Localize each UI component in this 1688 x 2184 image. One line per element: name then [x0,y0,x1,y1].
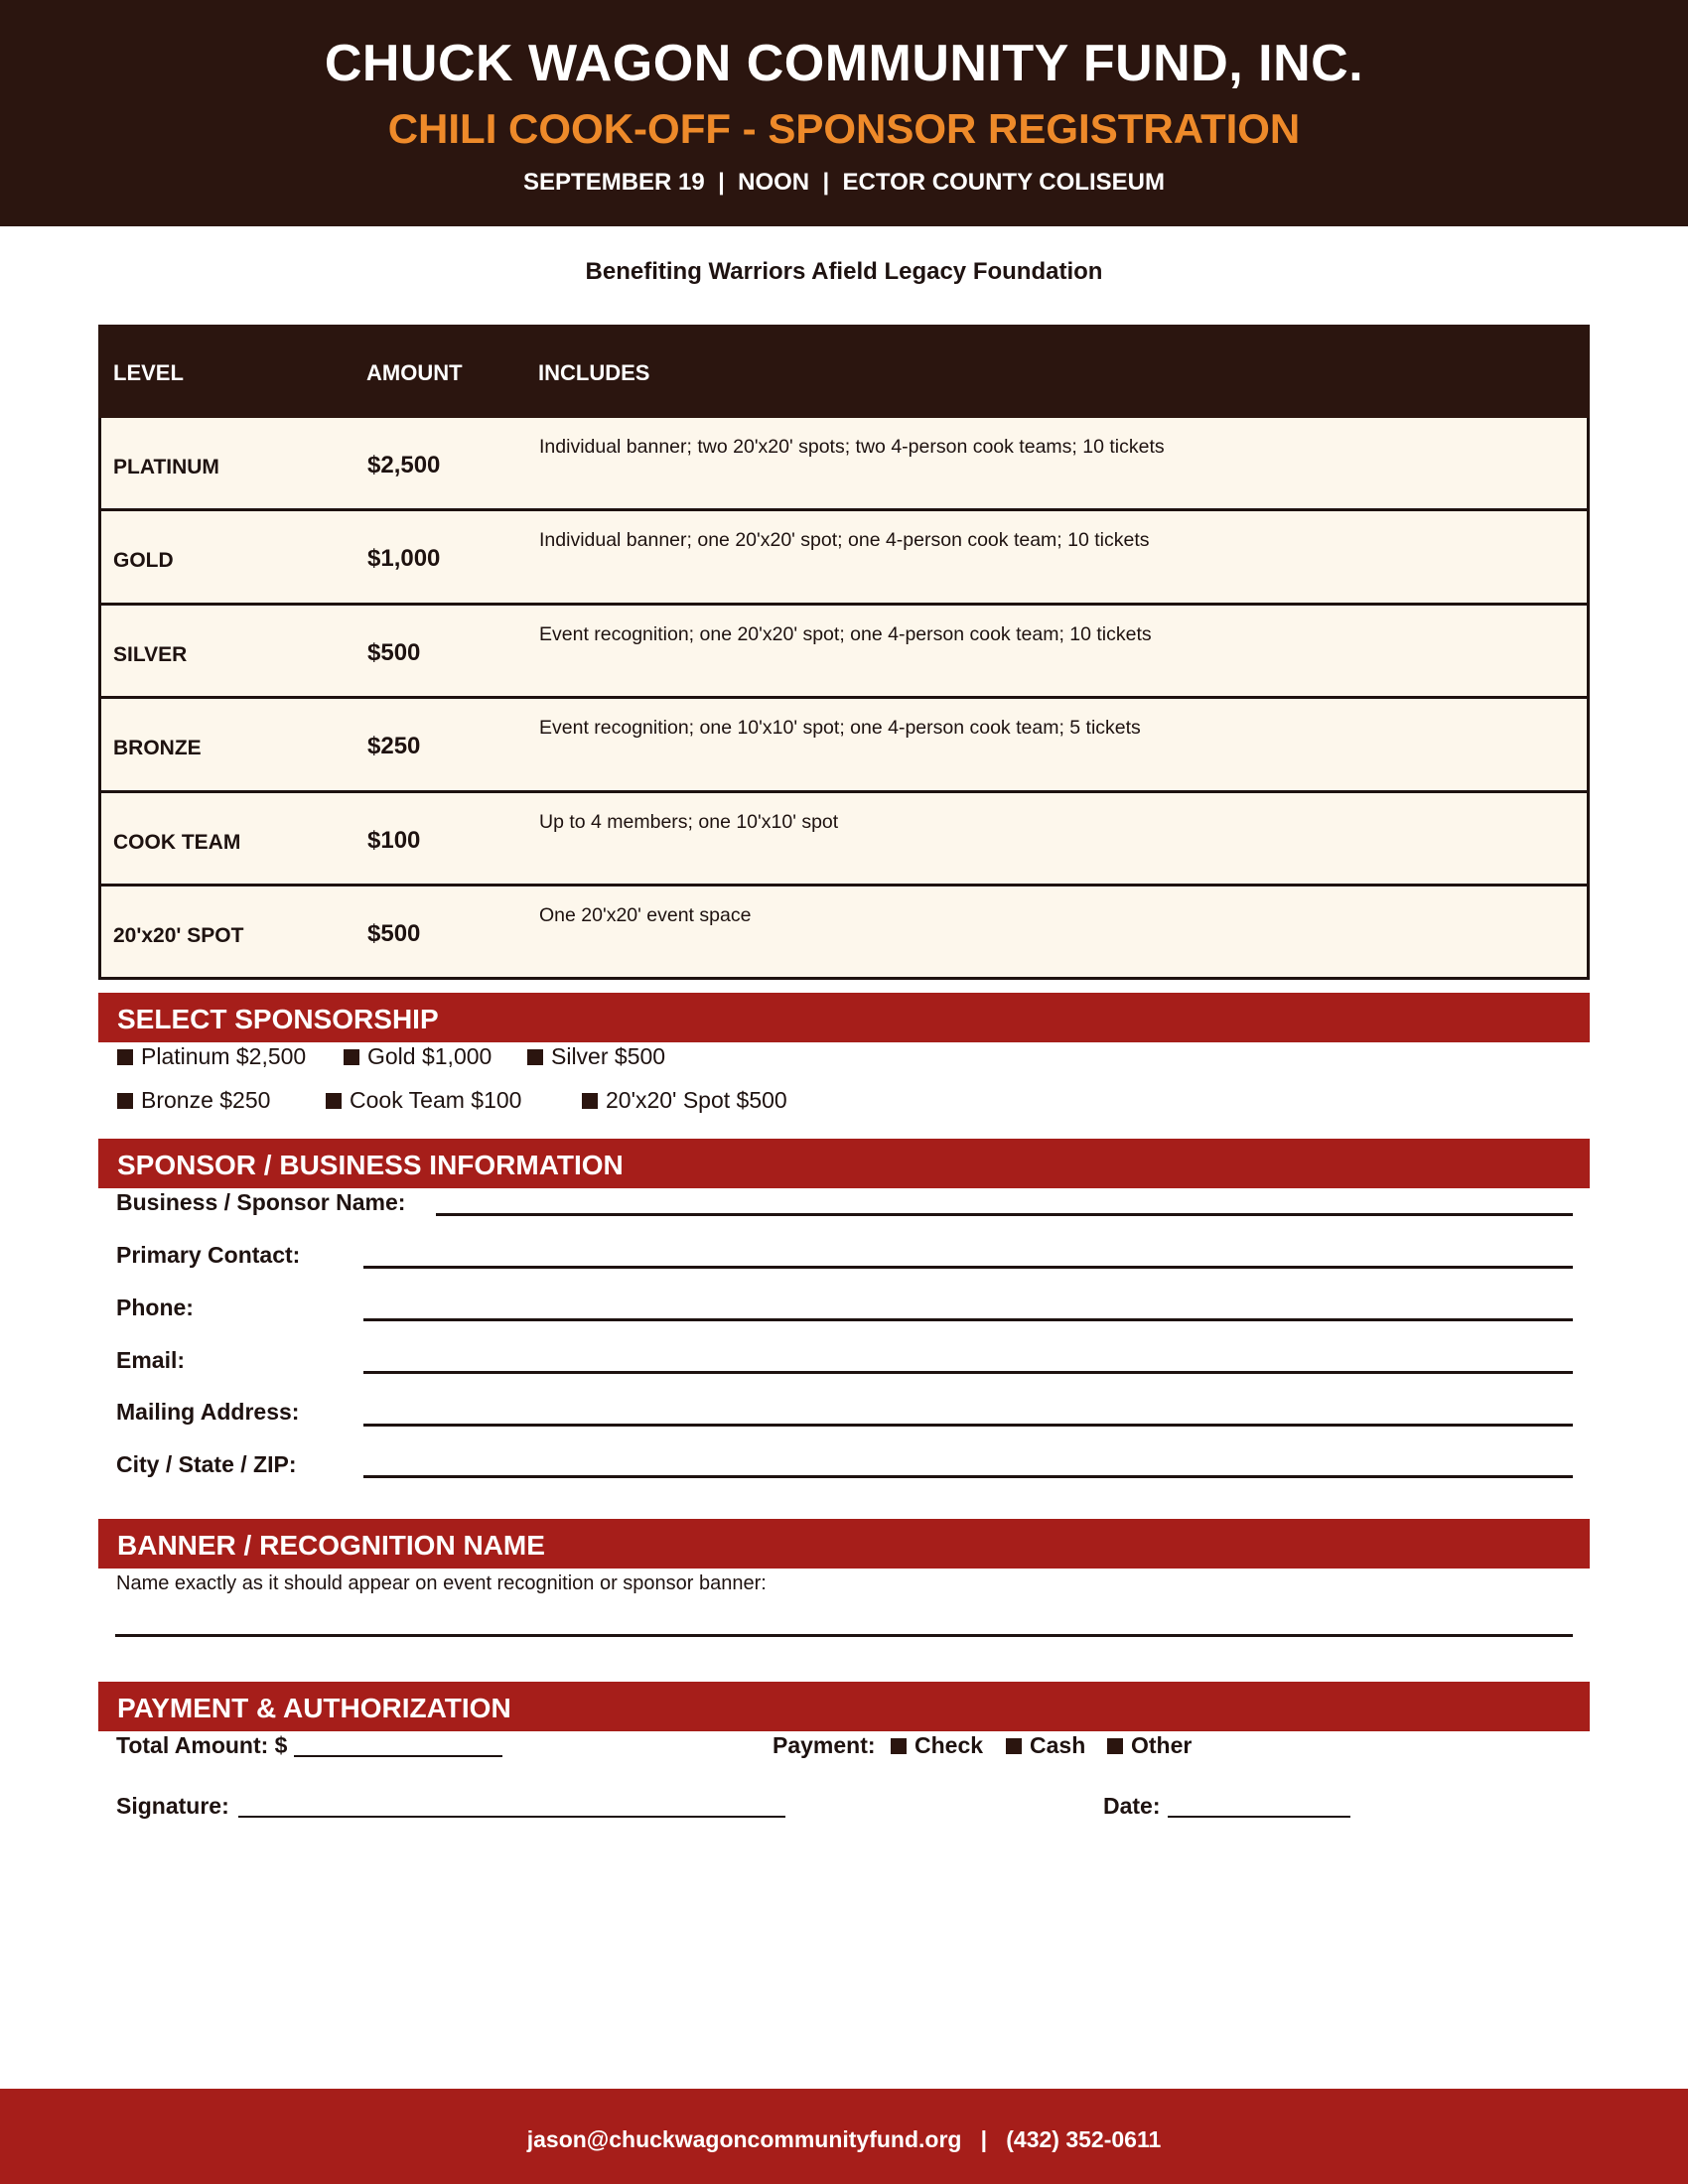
table-row [98,606,1590,699]
footer-bar [0,2089,1688,2184]
date-label: Date: [1103,1793,1161,1819]
phone-label: Phone: [116,1295,194,1320]
header-amount: AMOUNT [366,360,463,385]
payment-method-label: Payment: [773,1732,876,1758]
row-includes: Event recognition; one 20'x20' spot; one 4-person cook team; 10 tickets [539,622,1152,645]
table-row [98,887,1590,980]
option-label: Platinum $2,500 [141,1043,307,1069]
table-row [98,699,1590,792]
mailing-address-field[interactable] [363,1424,1573,1427]
row-amount: $100 [367,826,421,854]
email-label: Email: [116,1347,186,1373]
city-state-zip-label: City / State / ZIP: [116,1451,297,1477]
row-level: COOK TEAM [113,830,241,854]
payment-other[interactable] [1107,1732,1192,1759]
signature-label: Signature: [116,1793,229,1819]
payment-bar [98,1682,1590,1731]
banner-name-title: BANNER / RECOGNITION NAME [117,1530,545,1561]
checkbox-icon[interactable] [344,1049,359,1065]
checkbox-icon[interactable] [891,1738,907,1754]
checkbox-icon[interactable] [527,1049,543,1065]
city-state-zip-field[interactable] [363,1475,1573,1478]
event-details: SEPTEMBER 19 | NOON | ECTOR COUNTY COLISEUM [523,169,1165,196]
option-label: Cook Team $100 [350,1087,522,1113]
option-spot[interactable] [582,1087,787,1114]
payment-option-label: Cash [1030,1732,1086,1758]
payment-option-label: Check [914,1732,984,1758]
payment-option-label: Other [1131,1732,1193,1758]
business-name-field[interactable] [436,1213,1573,1216]
checkbox-icon[interactable] [117,1093,133,1109]
phone-field[interactable] [363,1318,1573,1321]
row-level: SILVER [113,642,188,666]
table-header [98,325,1590,418]
row-includes: One 20'x20' event space [539,903,752,926]
option-cook-team[interactable] [326,1087,521,1114]
sponsor-info-title: SPONSOR / BUSINESS INFORMATION [117,1150,624,1180]
option-platinum[interactable] [117,1043,306,1070]
checkbox-icon[interactable] [1107,1738,1123,1754]
sponsor-info-bar [98,1139,1590,1188]
row-includes: Event recognition; one 10'x10' spot; one 4-person cook team; 5 tickets [539,717,1141,740]
signature-field[interactable] [238,1816,785,1818]
mailing-address-label: Mailing Address: [116,1399,300,1425]
row-amount: $250 [367,733,421,760]
row-includes: Up to 4 members; one 10'x10' spot [539,810,839,833]
select-sponsorship-bar [98,993,1590,1042]
select-sponsorship-title: SELECT SPONSORSHIP [117,1004,439,1034]
header-includes: INCLUDES [538,360,650,385]
row-amount: $2,500 [367,452,441,478]
option-label: Gold $1,000 [367,1043,492,1069]
table-row [98,418,1590,511]
row-amount: $1,000 [367,545,441,573]
option-label: Silver $500 [551,1043,666,1069]
checkbox-icon[interactable] [582,1093,598,1109]
payment-cash[interactable] [1006,1732,1085,1759]
table-row [98,793,1590,887]
row-level: BRONZE [113,737,202,760]
option-silver[interactable] [527,1043,665,1070]
header-banner [0,0,1688,226]
total-amount-label: Total Amount: $ [116,1732,288,1758]
benefit-line: Benefiting Warriors Afield Legacy Foundation [585,258,1103,285]
banner-name-bar [98,1519,1590,1569]
primary-contact-label: Primary Contact: [116,1242,301,1268]
header-level: LEVEL [113,360,184,385]
banner-name-note: Name exactly as it should appear on event recognition or sponsor banner: [116,1572,767,1594]
payment-check[interactable] [891,1732,983,1759]
row-includes: Individual banner; two 20'x20' spots; two 4-person cook teams; 10 tickets [539,436,1165,458]
total-amount-field[interactable] [294,1755,502,1757]
primary-contact-field[interactable] [363,1266,1573,1269]
table-row [98,511,1590,605]
option-label: Bronze $250 [141,1087,271,1113]
checkbox-icon[interactable] [117,1049,133,1065]
option-label: 20'x20' Spot $500 [606,1087,787,1113]
row-amount: $500 [367,638,421,666]
email-field[interactable] [363,1371,1573,1374]
option-bronze[interactable] [117,1087,270,1114]
org-title: CHUCK WAGON COMMUNITY FUND, INC. [324,35,1364,92]
row-level: PLATINUM [113,456,219,478]
row-amount: $500 [367,919,421,947]
footer-contact: jason@chuckwagoncommunityfund.org | (432) 352-0611 [526,2126,1162,2152]
checkbox-icon[interactable] [326,1093,342,1109]
business-name-label: Business / Sponsor Name: [116,1189,406,1215]
banner-name-field[interactable] [115,1634,1573,1637]
option-gold[interactable] [344,1043,492,1070]
payment-title: PAYMENT & AUTHORIZATION [117,1693,511,1723]
date-field[interactable] [1168,1816,1350,1818]
row-includes: Individual banner; one 20'x20' spot; one 4-person cook team; 10 tickets [539,529,1150,552]
row-level: GOLD [113,549,174,573]
sponsorship-table [98,325,1590,980]
checkbox-icon[interactable] [1006,1738,1022,1754]
row-level: 20'x20' SPOT [113,923,244,947]
event-title: CHILI COOK-OFF - SPONSOR REGISTRATION [387,105,1301,152]
